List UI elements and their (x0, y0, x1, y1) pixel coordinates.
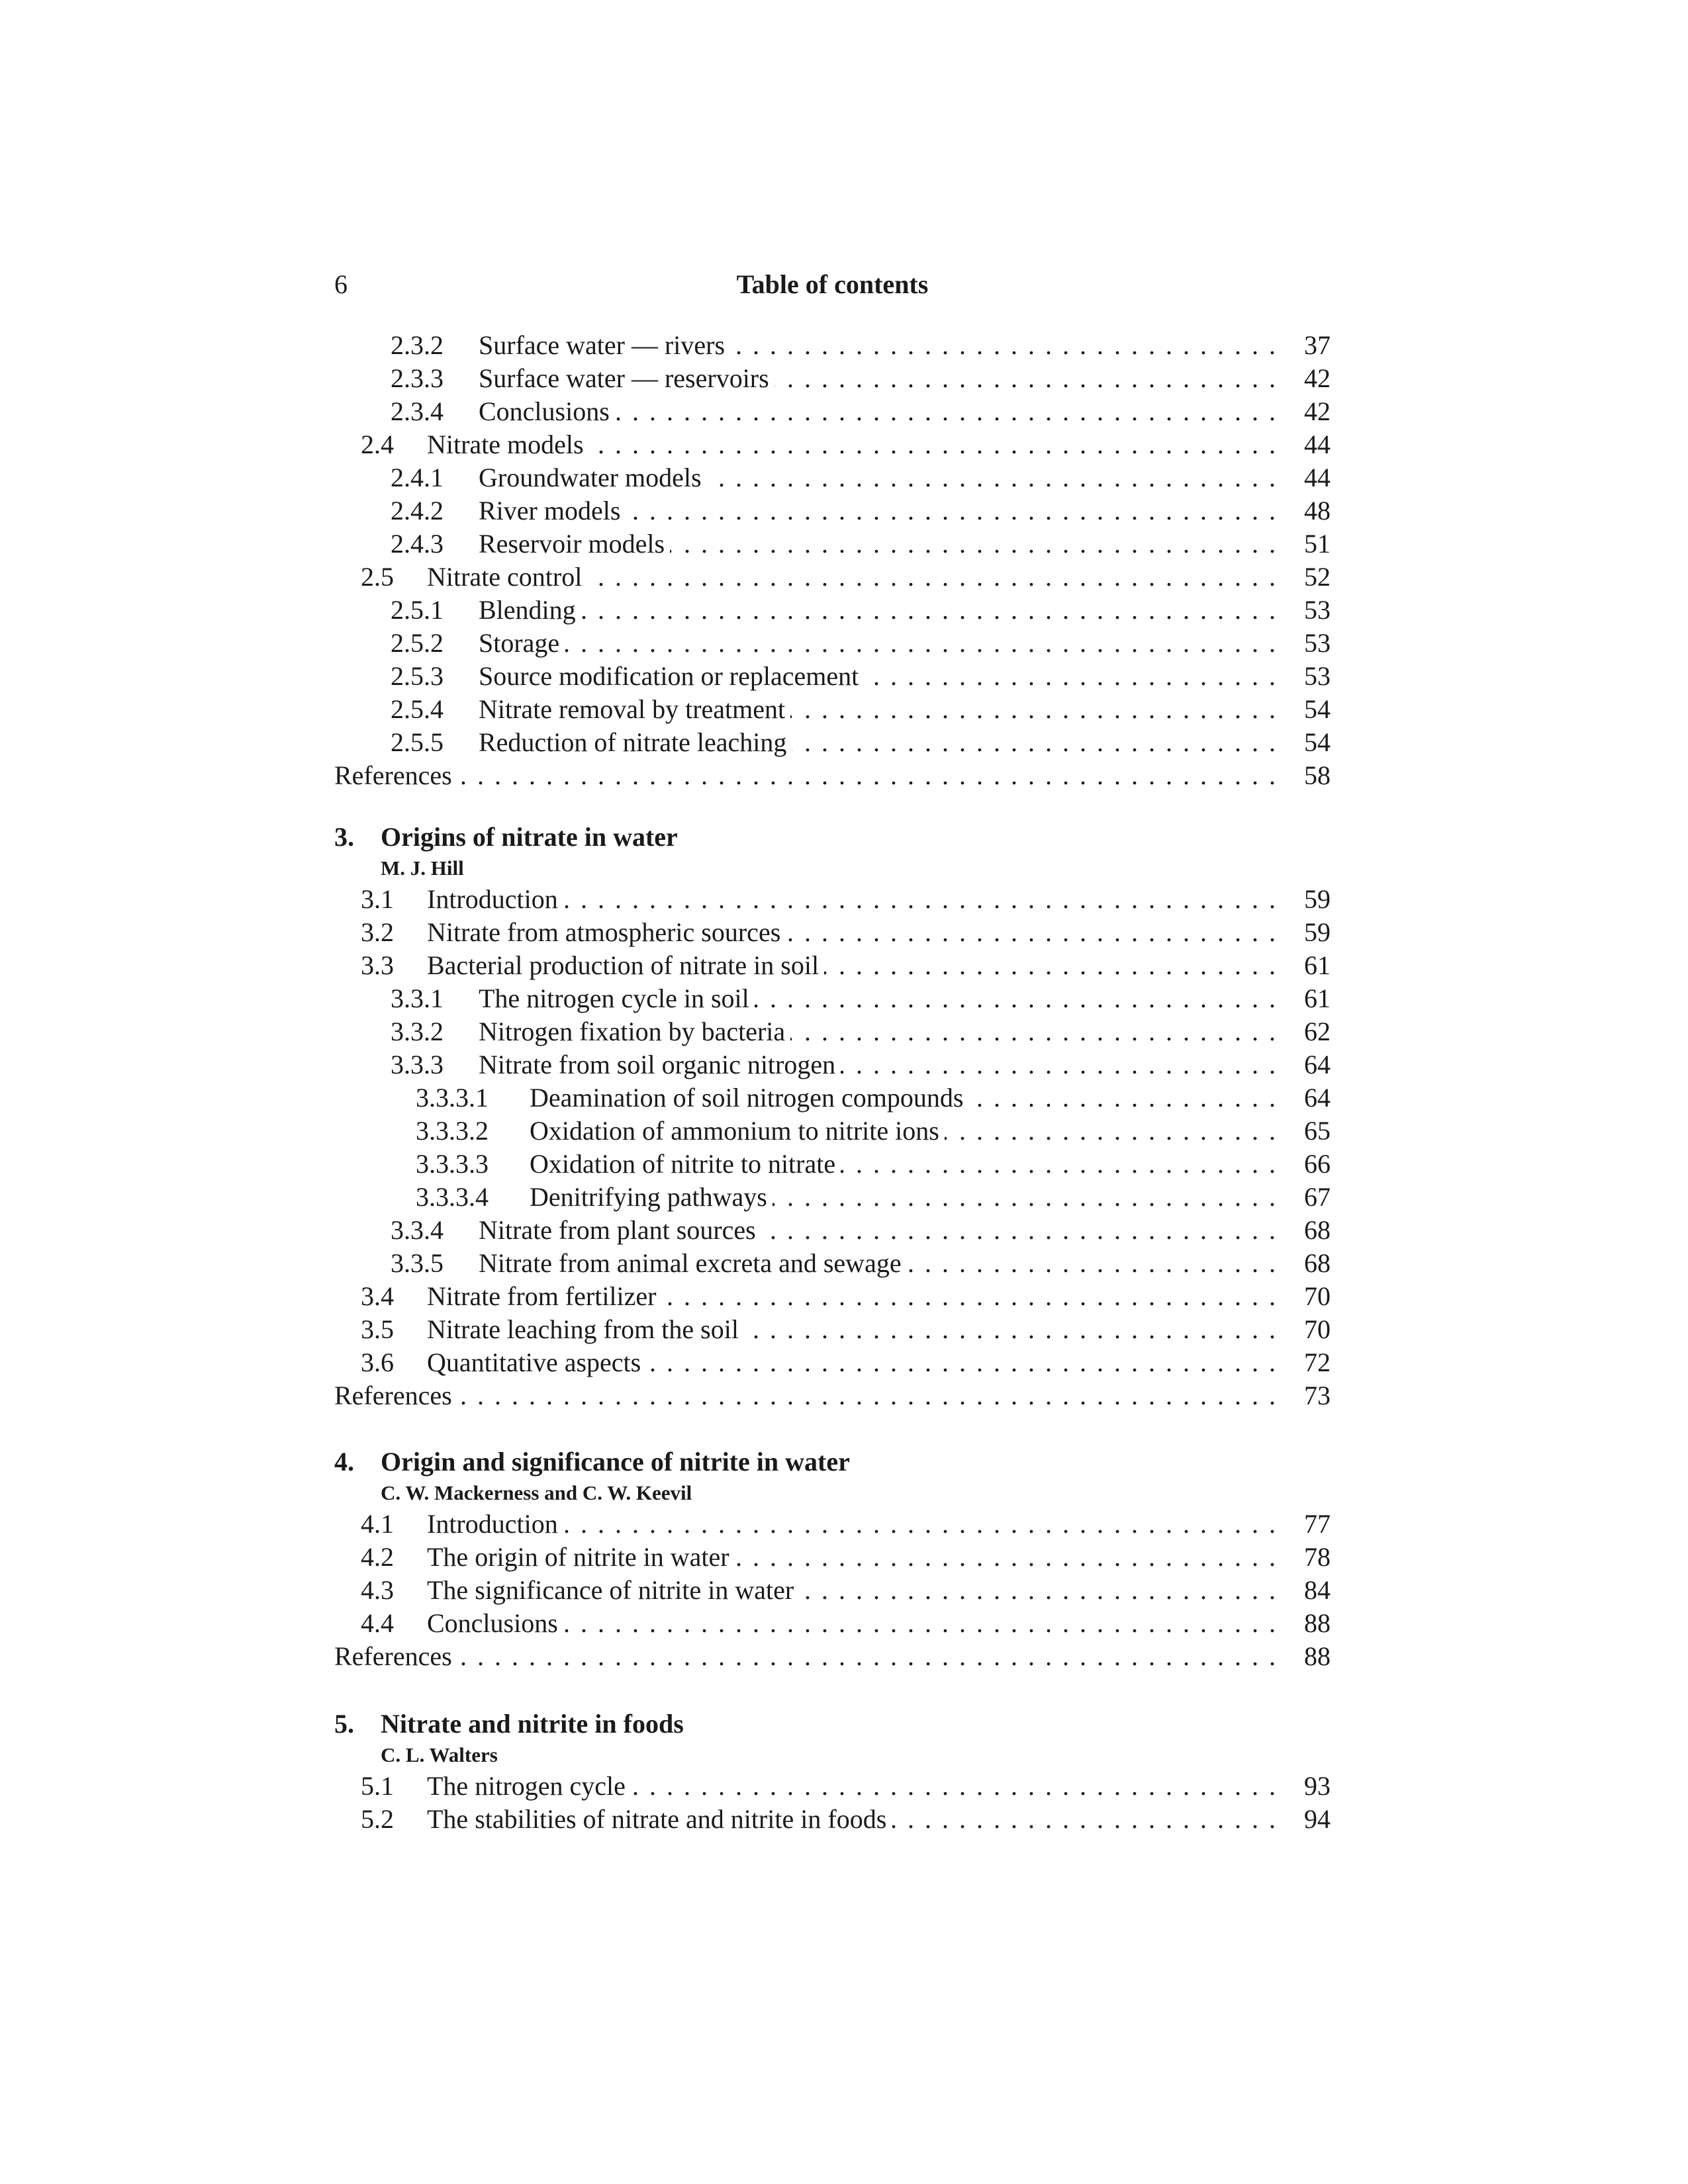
chapter-heading[interactable] (334, 1707, 1331, 1741)
toc-entry[interactable] (334, 949, 1331, 982)
toc-entry[interactable] (334, 561, 1331, 594)
toc-entry[interactable] (334, 982, 1331, 1015)
entry-title: References (334, 1640, 457, 1673)
entry-title: Storage (479, 627, 565, 660)
entry-page: 77 (1289, 1508, 1331, 1541)
entry-page: 62 (1289, 1015, 1331, 1048)
entry-page: 53 (1289, 660, 1331, 693)
entry-title: The nitrogen cycle (427, 1770, 631, 1803)
entry-title: Introduction (427, 883, 563, 916)
entry-page: 54 (1289, 726, 1331, 759)
entry-title: The stabilities of nitrate and nitrite in foods (427, 1803, 892, 1836)
entry-number: 3.3.3.3 (416, 1149, 489, 1179)
entry-title: Nitrate models (427, 428, 589, 461)
entry-title: Nitrate from soil organic nitrogen (479, 1048, 841, 1081)
toc-entry[interactable] (334, 1081, 1331, 1115)
entry-page: 68 (1289, 1214, 1331, 1247)
toc-entry[interactable] (334, 329, 1331, 362)
chapter-authors: M. J. Hill (381, 856, 464, 880)
entry-page: 94 (1289, 1803, 1331, 1836)
chapter-authors: C. W. Mackerness and C. W. Keevil (381, 1481, 692, 1504)
entry-number: 3.3.2 (391, 1017, 444, 1046)
entry-page: 48 (1289, 494, 1331, 527)
entry-number: 3.3.3.1 (416, 1083, 489, 1113)
entry-page: 44 (1289, 461, 1331, 494)
entry-title: Introduction (427, 1508, 563, 1541)
entry-title: Oxidation of ammonium to nitrite ions (530, 1115, 945, 1148)
page-title: Table of contents (736, 269, 929, 299)
toc-entry[interactable] (334, 1313, 1331, 1346)
toc-entry[interactable] (334, 1148, 1331, 1181)
toc-references[interactable] (334, 759, 1331, 792)
entry-title: Quantitative aspects (427, 1346, 646, 1379)
toc-entry[interactable] (334, 693, 1331, 726)
entry-number: 4.1 (361, 1509, 394, 1539)
toc-entry[interactable] (334, 1803, 1331, 1836)
entry-title: References (334, 1379, 457, 1412)
toc-entry[interactable] (334, 594, 1331, 627)
toc-entry[interactable] (334, 461, 1331, 494)
entry-page: 42 (1289, 362, 1331, 395)
entry-number: 3.3.4 (391, 1215, 444, 1245)
entry-number: 3.5 (361, 1314, 394, 1344)
entry-page: 42 (1289, 395, 1331, 428)
toc-entry[interactable] (334, 362, 1331, 395)
entry-number: 3.3 (361, 950, 394, 980)
toc-entry[interactable] (334, 1574, 1331, 1607)
entry-number: 2.3.4 (391, 396, 444, 426)
chapter-title: Origins of nitrate in water (381, 822, 678, 852)
dot-leader (334, 1379, 1331, 1412)
entry-number: 3.4 (361, 1281, 394, 1311)
entry-number: 2.4.2 (391, 496, 444, 525)
dot-leader (479, 594, 1331, 627)
chapter-title: Nitrate and nitrite in foods (381, 1709, 684, 1739)
dot-leader (334, 1640, 1331, 1673)
toc-entry[interactable] (334, 726, 1331, 759)
entry-title: The nitrogen cycle in soil (479, 982, 755, 1015)
toc-chapter-3 (334, 821, 1331, 1412)
entry-page: 51 (1289, 527, 1331, 561)
toc-entry[interactable] (334, 395, 1331, 428)
entry-title: Bacterial production of nitrate in soil (427, 949, 824, 982)
toc-entry[interactable] (334, 1015, 1331, 1048)
entry-page: 61 (1289, 949, 1331, 982)
toc-continuation (334, 329, 1331, 792)
dot-leader (479, 627, 1331, 660)
entry-number: 2.4 (361, 430, 394, 459)
entry-title: Surface water — rivers (479, 329, 730, 362)
entry-title: Nitrogen fixation by bacteria (479, 1015, 790, 1048)
entry-number: 3.1 (361, 884, 394, 914)
toc-entry[interactable] (334, 428, 1331, 461)
entry-number: 3.6 (361, 1347, 394, 1377)
entry-page: 93 (1289, 1770, 1331, 1803)
entry-number: 3.3.3.4 (416, 1182, 489, 1212)
entry-title: Reduction of nitrate leaching (479, 726, 792, 759)
chapter-number: 3. (334, 822, 354, 852)
entry-title: The significance of nitrite in water (427, 1574, 799, 1607)
toc-entry[interactable] (334, 883, 1331, 916)
entry-page: 52 (1289, 561, 1331, 594)
entry-page: 37 (1289, 329, 1331, 362)
chapter-number: 4. (334, 1447, 354, 1477)
entry-page: 66 (1289, 1148, 1331, 1181)
toc-references[interactable] (334, 1379, 1331, 1412)
toc-entry[interactable] (334, 1214, 1331, 1247)
toc-entry[interactable] (334, 1607, 1331, 1640)
entry-number: 2.4.3 (391, 529, 444, 559)
toc-entry[interactable] (334, 1770, 1331, 1803)
toc-entry[interactable] (334, 494, 1331, 527)
entry-title: Nitrate from atmospheric sources (427, 916, 786, 949)
toc-entry[interactable] (334, 1247, 1331, 1280)
entry-number: 2.4.1 (391, 463, 444, 492)
entry-page: 59 (1289, 916, 1331, 949)
entry-number: 2.5.4 (391, 694, 444, 724)
entry-number: 4.3 (361, 1575, 394, 1605)
entry-page: 73 (1289, 1379, 1331, 1412)
entry-title: The origin of nitrite in water (427, 1541, 735, 1574)
entry-title: Groundwater models (479, 461, 707, 494)
entry-page: 70 (1289, 1313, 1331, 1346)
entry-page: 64 (1289, 1048, 1331, 1081)
entry-title: Source modification or replacement (479, 660, 864, 693)
toc-chapter-5 (334, 1707, 1331, 1836)
entry-page: 65 (1289, 1115, 1331, 1148)
toc-chapter-4 (334, 1445, 1331, 1673)
toc-entry[interactable] (334, 916, 1331, 949)
entry-title: Nitrate from plant sources (479, 1214, 761, 1247)
entry-number: 3.3.3.2 (416, 1116, 489, 1146)
toc-entry[interactable] (334, 1181, 1331, 1214)
entry-title: River models (479, 494, 626, 527)
entry-number: 2.5.1 (391, 595, 444, 625)
entry-title: Conclusions (479, 395, 615, 428)
entry-title: Conclusions (427, 1607, 563, 1640)
entry-title: Deamination of soil nitrogen compounds (530, 1081, 968, 1115)
entry-number: 5.1 (361, 1771, 394, 1801)
entry-page: 70 (1289, 1280, 1331, 1313)
toc-entry[interactable] (334, 1048, 1331, 1081)
entry-title: Reservoir models (479, 527, 670, 561)
entry-page: 78 (1289, 1541, 1331, 1574)
toc-entry[interactable] (334, 1346, 1331, 1379)
entry-page: 88 (1289, 1607, 1331, 1640)
entry-page: 61 (1289, 982, 1331, 1015)
entry-page: 53 (1289, 627, 1331, 660)
entry-number: 2.5.2 (391, 628, 444, 658)
entry-number: 2.3.2 (391, 330, 444, 360)
entry-title: Nitrate leaching from the soil (427, 1313, 744, 1346)
toc-references[interactable] (334, 1640, 1331, 1673)
chapter-title: Origin and significance of nitrite in water (381, 1447, 850, 1477)
entry-title: Oxidation of nitrite to nitrate (530, 1148, 841, 1181)
toc-entry[interactable] (334, 660, 1331, 693)
entry-title: Nitrate removal by treatment (479, 693, 790, 726)
entry-number: 4.4 (361, 1608, 394, 1638)
entry-number: 3.2 (361, 917, 394, 947)
toc-entry[interactable] (334, 527, 1331, 561)
dot-leader (334, 759, 1331, 792)
entry-title: Nitrate from fertilizer (427, 1280, 661, 1313)
entry-page: 88 (1289, 1640, 1331, 1673)
entry-number: 5.2 (361, 1804, 394, 1834)
entry-number: 3.3.3 (391, 1050, 444, 1079)
chapter-authors: C. L. Walters (381, 1743, 498, 1766)
entry-page: 53 (1289, 594, 1331, 627)
entry-title: Blending (479, 594, 581, 627)
entry-page: 58 (1289, 759, 1331, 792)
entry-title: Nitrate control (427, 561, 587, 594)
entry-page: 68 (1289, 1247, 1331, 1280)
entry-page: 59 (1289, 883, 1331, 916)
entry-page: 67 (1289, 1181, 1331, 1214)
entry-page: 44 (1289, 428, 1331, 461)
entry-number: 4.2 (361, 1542, 394, 1572)
entry-page: 54 (1289, 693, 1331, 726)
entry-number: 2.5.5 (391, 727, 444, 757)
entry-number: 3.3.5 (391, 1248, 444, 1278)
toc-entry[interactable] (334, 627, 1331, 660)
entry-number: 2.5 (361, 562, 394, 592)
entry-title: References (334, 759, 457, 792)
entry-title: Surface water — reservoirs (479, 362, 774, 395)
toc-entry[interactable] (334, 1541, 1331, 1574)
entry-title: Nitrate from animal excreta and sewage (479, 1247, 907, 1280)
toc-entry[interactable] (334, 1115, 1331, 1148)
page-number: 6 (334, 269, 348, 299)
running-head (334, 265, 1331, 304)
entry-number: 2.3.3 (391, 363, 444, 393)
entry-number: 3.3.1 (391, 983, 444, 1013)
entry-page: 64 (1289, 1081, 1331, 1115)
chapter-heading[interactable] (334, 1445, 1331, 1479)
entry-number: 2.5.3 (391, 661, 444, 691)
toc-entry[interactable] (334, 1280, 1331, 1313)
entry-page: 72 (1289, 1346, 1331, 1379)
chapter-heading[interactable] (334, 821, 1331, 854)
toc-entry[interactable] (334, 1508, 1331, 1541)
chapter-number: 5. (334, 1709, 354, 1739)
entry-title: Denitrifying pathways (530, 1181, 773, 1214)
entry-page: 84 (1289, 1574, 1331, 1607)
